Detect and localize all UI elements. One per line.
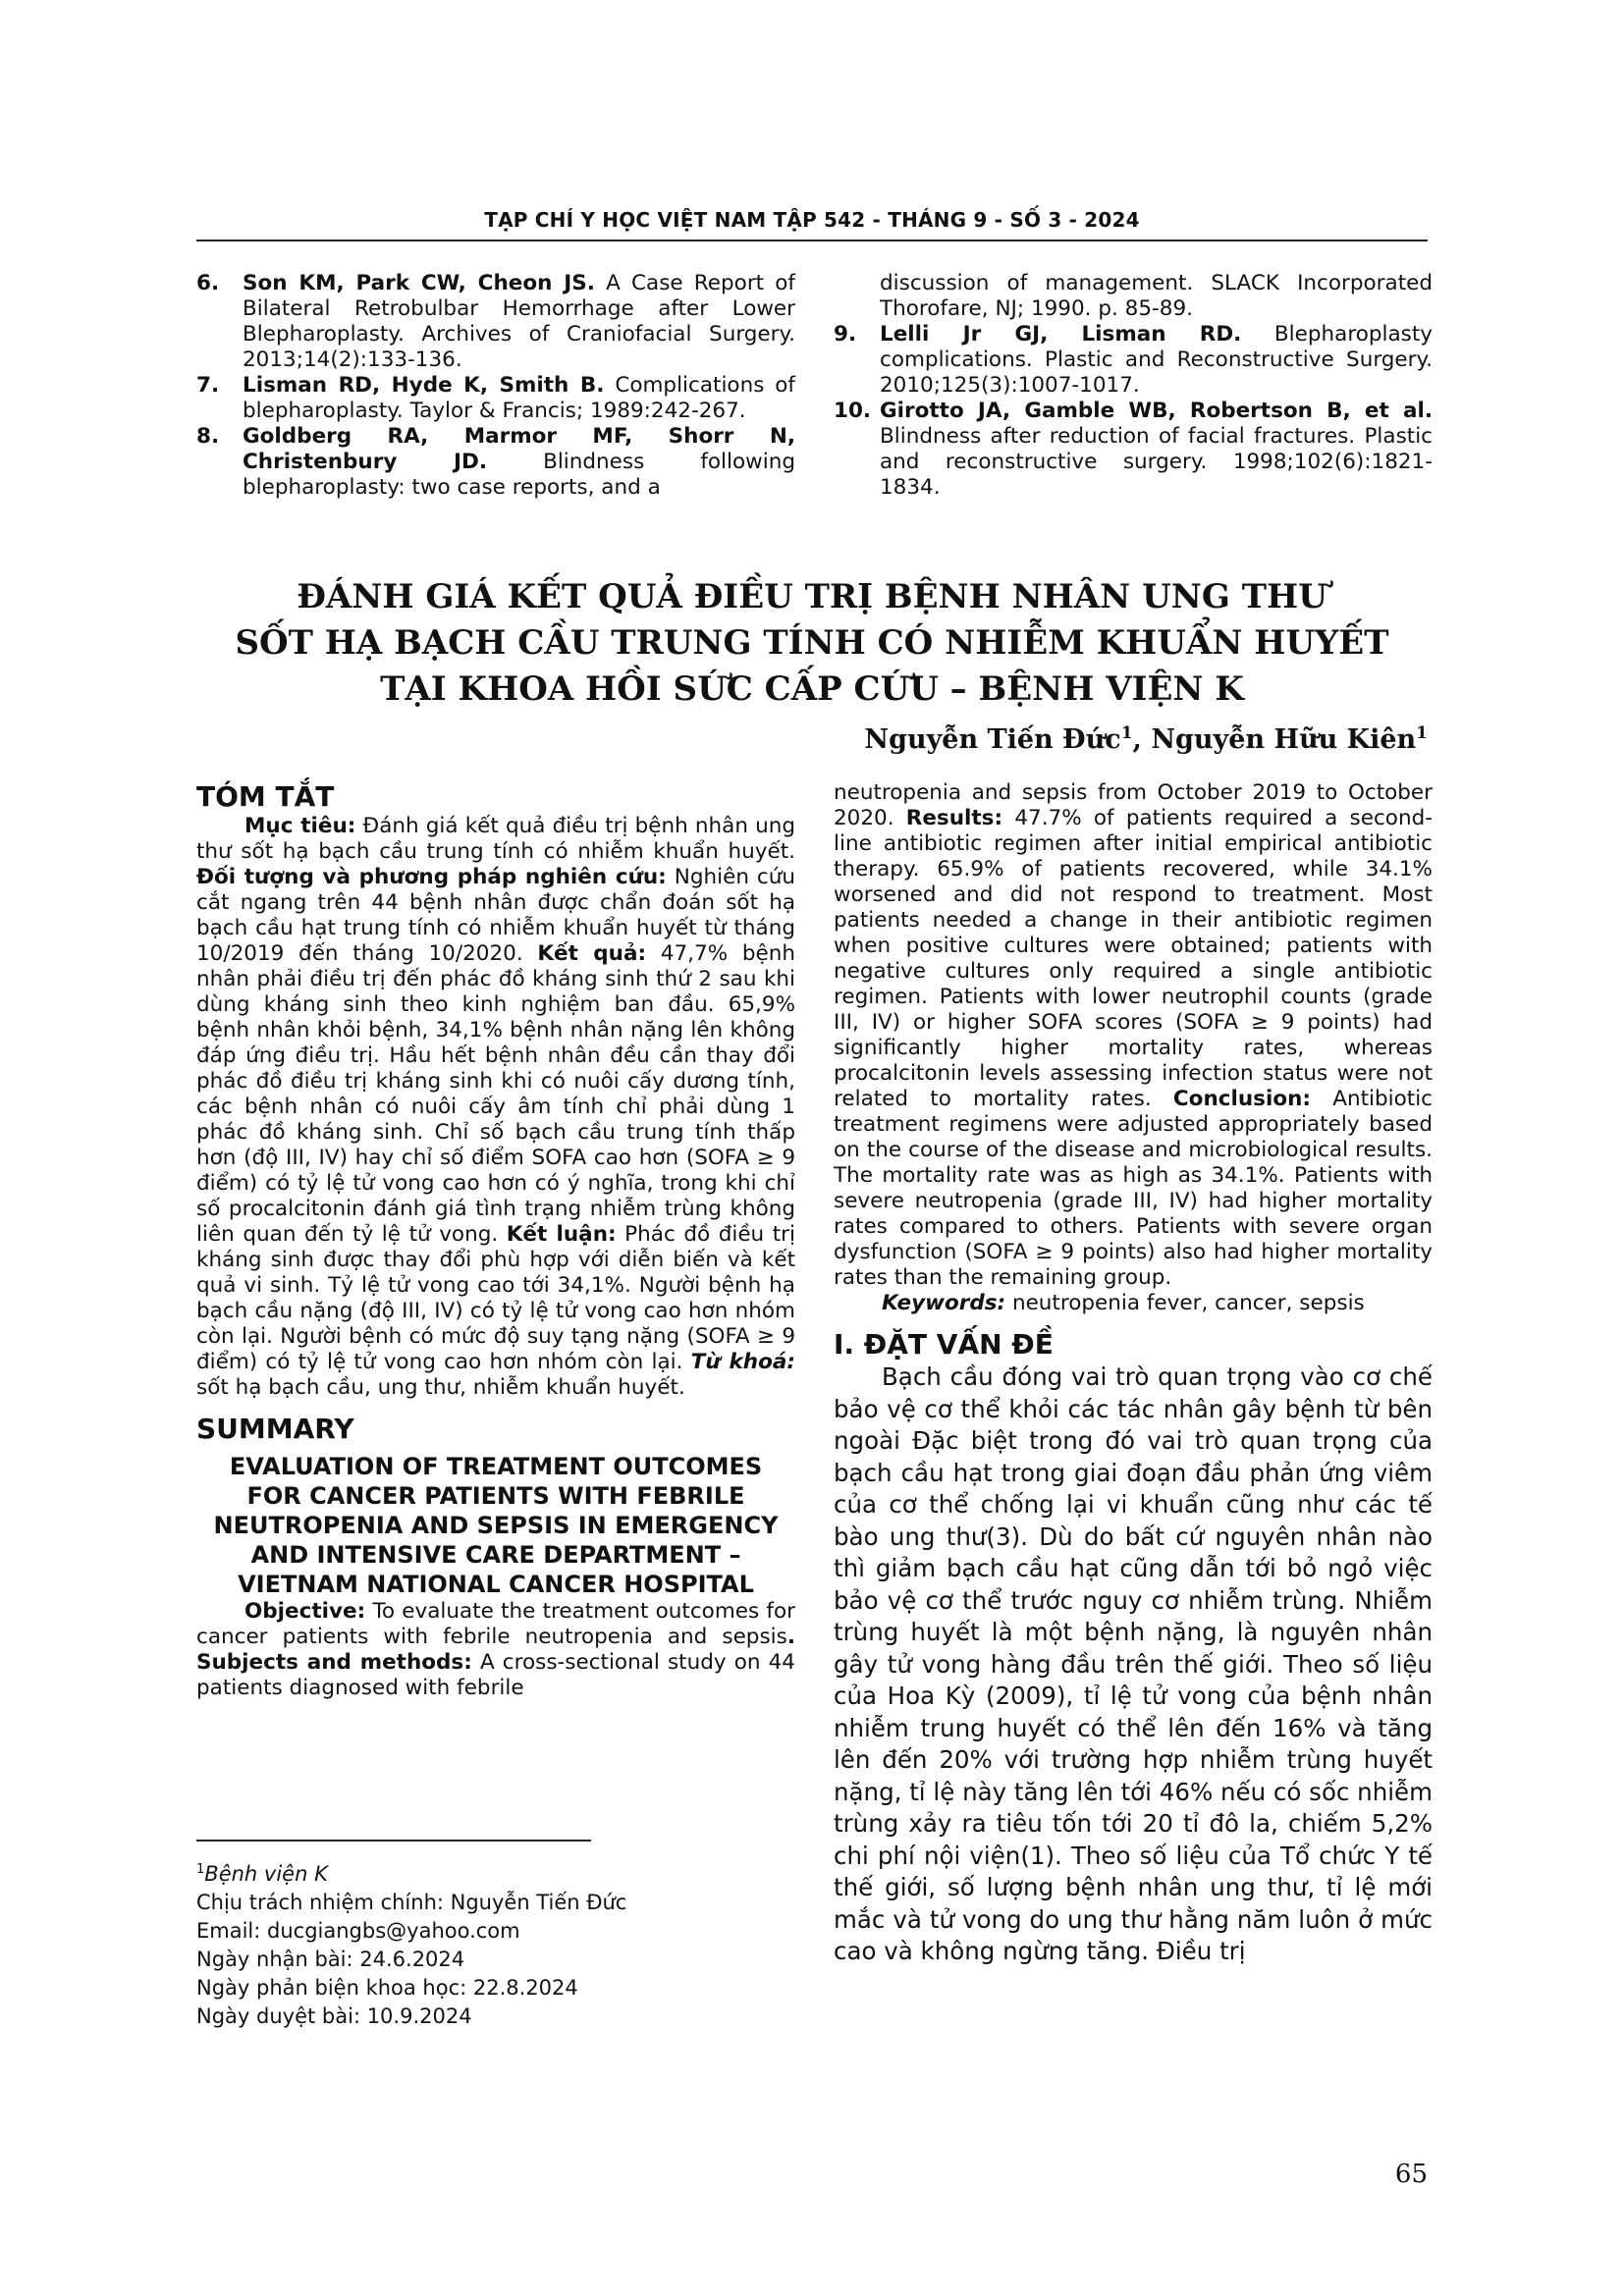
reference-body: Blepharoplasty complications. Plastic and Reconstructive Surgery. 2010;125(3):1007-1017. — [880, 322, 1434, 398]
reference-text — [243, 271, 795, 373]
author-affiliation-mark: 1 — [1416, 723, 1428, 743]
reference-text — [243, 373, 795, 424]
summary-title-line: AND INTENSIVE CARE DEPARTMENT – — [250, 1541, 741, 1569]
summary-heading: SUMMARY — [196, 1413, 354, 1445]
author-list — [864, 723, 1428, 755]
label-keywords: Từ khoá: — [690, 1350, 795, 1374]
reference-number: 8. — [196, 424, 220, 449]
label-results: Kết quả: — [537, 941, 647, 966]
intro-paragraph: Bạch cầu đóng vai trò quan trọng vào cơ chế bảo vệ cơ thể khỏi các tác nhân gây bệnh từ bên ngoài Đặc biệt trong đó vai trò quan trọng của bạch cầu hạt trong giai đoạn đầu phản ứng viêm của cơ thể chống lại vi khuẩn cũng như các tế bào ung thư(3). Dù do bất cứ nguyên nhân nào thì giảm bạch cầu hạt cũng dẫn tới bỏ ngỏ việc bảo vệ cơ thể trước nguy cơ nhiễm trùng. Nhiễm trùng huyết là một bệnh nặng, là nguyên nhân gây tử vong hàng đầu trên thế giới. Theo số liệu của Hoa Kỳ (2009), tỉ lệ tử vong của bệnh nhân nhiễm trung huyết có thể lên đến 16% và tăng lên đến 20% với trường hợp nhiễm trùng huyết nặng, tỉ lệ này tăng lên tới 46% nếu có sốc nhiễm trùng xảy ra tiêu tốn tới 20 tỉ đô la, chiếm 5,2% chi phí nội viện(1). Theo số liệu của Tổ chức Y tế thế giới, số lượng bệnh nhân ung thư, tỉ lệ mới mắc và tử vong do ung thư hằng năm luôn ở mức cao và không ngừng tăng. Điều trị — [834, 1362, 1433, 1965]
summary-continuation — [834, 780, 1433, 1291]
footnote-affiliation — [196, 1855, 795, 1889]
label-conclusion: Kết luận: — [506, 1222, 617, 1247]
author-name: Nguyễn Tiến Đức — [864, 724, 1121, 755]
summary-keywords — [834, 1291, 1433, 1316]
reference-continuation: discussion of management. SLACK Incorporated Thorofare, NJ; 1990. p. 85-89. — [880, 271, 1433, 321]
abstract-heading: TÓM TẮT — [196, 780, 335, 813]
reference-number: 9. — [834, 322, 857, 347]
summary-title-line: VIETNAM NATIONAL CANCER HOSPITAL — [238, 1571, 754, 1598]
header-rule — [196, 240, 1428, 241]
reference-body: Complications of blepharoplasty. Taylor & Francis; 1989:242-267. — [243, 373, 795, 423]
text-results: 47,7% bệnh nhân phải điều trị đến phác đồ kháng sinh thứ 2 sau khi dùng kháng sinh theo kinh nghiệm ban đầu. 65,9% bệnh nhân khỏi bệnh, 34,1% bệnh nhân nặng lên không đáp ứng điều trị. Hầu hết bệnh nhân đều cần thay đổi phác đồ điều trị kháng sinh khi có nuôi cấy dương tính, các bệnh nhân có nuôi cấy âm tính chỉ phải dùng 1 phác đồ kháng sinh. Chỉ số bạch cầu trung tính thấp hơn (độ III, IV) hay chỉ số điểm SOFA cao hơn (SOFA ≥ 9 điểm) có tỷ lệ tử vong cao hơn có ý nghĩa, trong khi chỉ số procalcitonin đánh giá tình trạng nhiễm trùng không liên quan đến tỷ lệ tử vong. — [196, 941, 795, 1247]
running-header: TẠP CHÍ Y HỌC VIỆT NAM TẬP 542 - THÁNG 9 - SỐ 3 - 2024 — [484, 208, 1140, 232]
footnote-reviewed: Ngày phản biện khoa học: 22.8.2024 — [196, 1976, 578, 2000]
article-title — [196, 574, 1428, 713]
footnote-accepted: Ngày duyệt bài: 10.9.2024 — [196, 2004, 472, 2028]
footnote-email: Email: ducgiangbs@yahoo.com — [196, 1919, 520, 1943]
author-separator: , — [1132, 724, 1152, 755]
reference-authors: Goldberg RA, Marmor MF, Shorr N, Christenbury JD. — [243, 424, 795, 474]
reference-authors: Lisman RD, Hyde K, Smith B. — [243, 373, 605, 398]
text-methods-en: A cross-sectional study on 44 patients diagnosed with febrile — [196, 1650, 795, 1700]
abstract-vi-paragraph — [196, 814, 795, 1401]
footnote-rule — [196, 1840, 591, 1842]
text-conclusion: Phác đồ điều trị kháng sinh được thay đổi phù hợp với diễn biến và kết quả vi sinh. Tỷ lệ tử vong cao tới 34,1%. Người bệnh hạ bạch cầu nặng (độ III, IV) có tỷ lệ tử vong cao hơn nhóm còn lại. Người bệnh có mức độ suy tạng nặng (SOFA ≥ 9 điểm) có tỷ lệ tử vong cao hơn nhóm còn lại. — [196, 1222, 795, 1374]
label-methods: Đối tượng và phương pháp nghiên cứu: — [196, 865, 667, 889]
summary-title-line: NEUTROPENIA AND SEPSIS IN EMERGENCY — [213, 1512, 779, 1539]
text-keywords-en: neutropenia fever, cancer, sepsis — [1005, 1291, 1365, 1315]
reference-text — [880, 399, 1433, 501]
reference-text — [243, 424, 795, 501]
reference-item — [196, 424, 795, 501]
summary-paragraph — [196, 1599, 795, 1701]
label-objective-en: Objective: — [244, 1599, 366, 1624]
reference-item — [196, 271, 795, 373]
reference-authors: Son KM, Park CW, Cheon JS. — [243, 271, 595, 295]
right-column — [834, 780, 1433, 1968]
summary-title-line: EVALUATION OF TREATMENT OUTCOMES — [229, 1453, 763, 1480]
reference-item — [834, 399, 1433, 501]
reference-number: 6. — [196, 271, 220, 295]
references-left — [196, 271, 795, 501]
reference-body: A Case Report of Bilateral Retrobulbar Hemorrhage after Lower Blepharoplasty. Archives of Craniofacial Surgery. 2013;14(2):133-136. — [243, 271, 795, 372]
footnote-corresponding: Chịu trách nhiệm chính: Nguyễn Tiến Đức — [196, 1891, 627, 1914]
reference-number: 7. — [196, 373, 220, 398]
article-title-line: SỐT HẠ BẠCH CẦU TRUNG TÍNH CÓ NHIỄM KHUẨN HUYẾT — [235, 623, 1389, 663]
reference-authors: Girotto JA, Gamble WB, Robertson B, et al. — [880, 399, 1433, 423]
summary-title — [196, 1452, 795, 1599]
summary-title-line: FOR CANCER PATIENTS WITH FEBRILE — [246, 1482, 745, 1510]
label-results-en: Results: — [905, 806, 1003, 830]
reference-number: 10. — [834, 399, 872, 423]
text-methods: Nghiên cứu cắt ngang trên 44 bệnh nhân được chẩn đoán sốt hạ bạch cầu hạt trung tính có nhiễm khuẩn huyết từ tháng 10/2019 đến tháng 10/2020. — [196, 865, 795, 966]
text-objective-en: To evaluate the treatment outcomes for cancer patients with febrile neutropenia and sepsis — [196, 1599, 795, 1649]
reference-authors: Lelli Jr GJ, Lisman RD. — [880, 322, 1242, 347]
left-column — [196, 780, 795, 1701]
label-keywords-en: Keywords: — [882, 1291, 1006, 1315]
text-objective: Đánh giá kết quả điều trị bệnh nhân ung thư sốt hạ bạch cầu trung tính có nhiễm khuẩn huyết. — [196, 814, 795, 864]
text-conclusion-en: Antibiotic treatment regimens were adjusted appropriately based on the course of the disease and microbiological results. The mortality rate was as high as 34.1%. Patients with severe neutropenia (grade III, IV) had higher mortality rates compared to others. Patients with severe organ dysfunction (SOFA ≥ 9 points) also had higher mortality rates than the remaining group. — [834, 1087, 1433, 1290]
label-methods-en: . Subjects and methods: — [196, 1625, 795, 1675]
article-title-line: TẠI KHOA HỒI SỨC CẤP CỨU – BỆNH VIỆN K — [380, 669, 1244, 709]
author-name: Nguyễn Hữu Kiên — [1151, 724, 1417, 755]
footnote-received: Ngày nhận bài: 24.6.2024 — [196, 1948, 465, 1971]
references-right — [834, 271, 1433, 501]
label-conclusion-en: Conclusion: — [1172, 1087, 1312, 1111]
affiliation-mark: 1 — [196, 1862, 205, 1877]
text-keywords: sốt hạ bạch cầu, ung thư, nhiễm khuẩn huyết. — [196, 1375, 685, 1400]
reference-item — [834, 322, 1433, 399]
reference-item — [196, 373, 795, 424]
text-results-en: 47.7% of patients required a second-line antibiotic regimen after initial empirical antibiotic therapy. 65.9% of patients recovered, while 34.1% worsened and did not respond to treatment. Most patients needed a change in their antibiotic regimen when positive cultures were obtained; patients with negative cultures only required a single antibiotic regimen. Patients with lower neutrophil counts (grade III, IV) or higher SOFA scores (SOFA ≥ 9 points) had significantly higher mortality rates, whereas procalcitonin levels assessing infection status were not related to mortality rates. — [834, 806, 1433, 1111]
reference-body: Blindness after reduction of facial fractures. Plastic and reconstructive surgery. 1998;102(6):1821-1834. — [880, 424, 1433, 500]
reference-body: Blindness following blepharoplasty: two case reports, and a — [243, 450, 795, 500]
affiliation-text: Bệnh viện K — [204, 1862, 328, 1886]
text-period-en: neutropenia and sepsis from October 2019 to October 2020. — [834, 780, 1433, 830]
page-number: 65 — [1394, 2160, 1428, 2189]
intro-heading: I. ĐẶT VẤN ĐỀ — [834, 1328, 1054, 1361]
label-objective: Mục tiêu: — [244, 814, 356, 838]
article-title-line: ĐÁNH GIÁ KẾT QUẢ ĐIỀU TRỊ BỆNH NHÂN UNG THƯ — [297, 577, 1327, 616]
author-affiliation-mark: 1 — [1120, 723, 1133, 743]
footnotes — [196, 1855, 795, 2031]
reference-text — [880, 322, 1433, 399]
